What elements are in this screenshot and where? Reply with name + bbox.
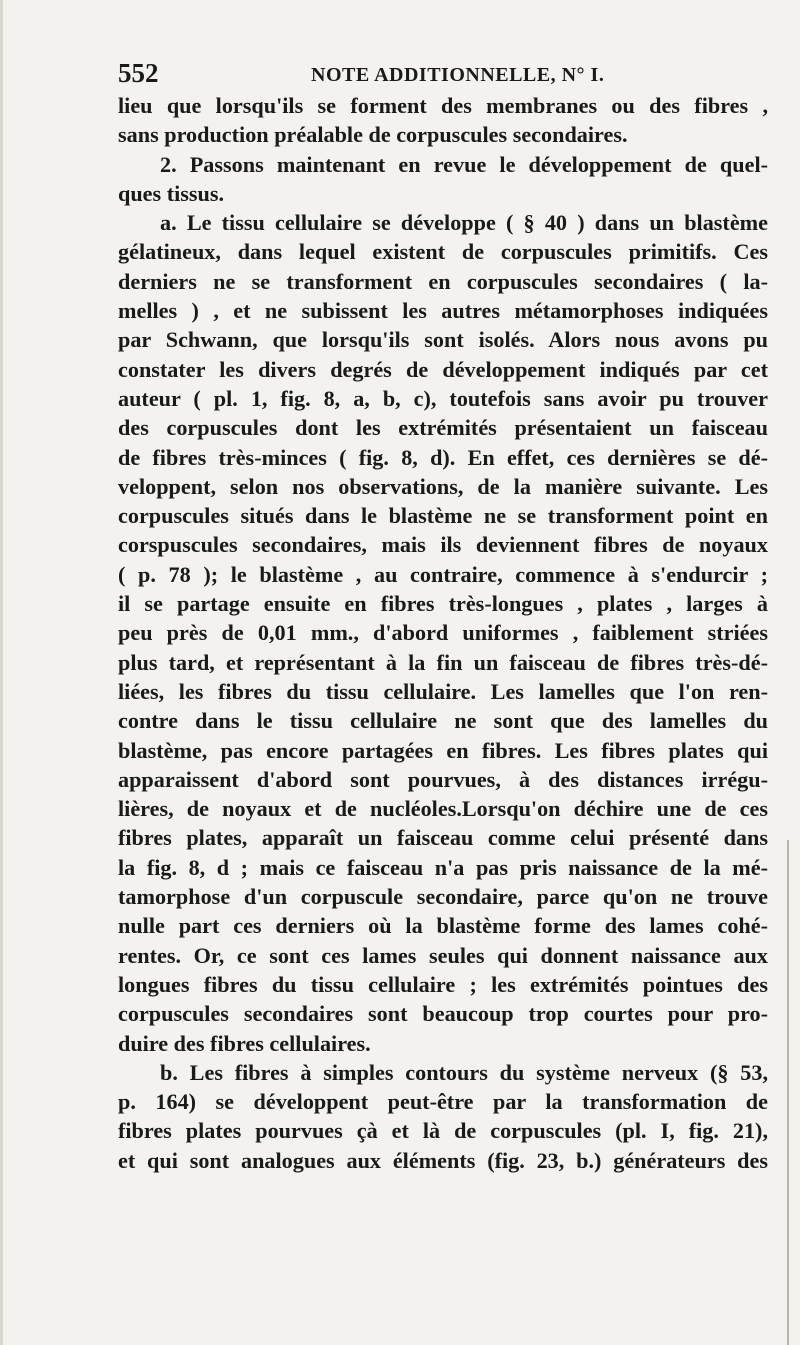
text-line: b. Les fibres à simples contours du système nerveux (§ 53, xyxy=(160,1059,768,1085)
text-line: derniers ne se transforment en corpuscules secondaires ( la- xyxy=(118,268,768,294)
running-title: NOTE ADDITIONNELLE, N° I. xyxy=(311,64,605,86)
text-line: lières, de noyaux et de nucléoles.Lorsqu'on déchire une de ces xyxy=(118,796,768,822)
text-line: de fibres très-minces ( fig. 8, d). En effet, ces dernières se dé- xyxy=(118,444,768,470)
text-line: rentes. Or, ce sont ces lames seules qui donnent naissance aux xyxy=(118,942,768,968)
text-line: corpuscules situés dans le blastème ne se transforment point en xyxy=(118,503,768,529)
text-line: blastème, pas encore partagées en fibres. Les fibres plates qui xyxy=(118,737,768,763)
text-line: plus tard, et représentant à la fin un faisceau de fibres très-dé- xyxy=(118,649,768,675)
text-line: p. 164) se développent peut-être par la transformation de xyxy=(118,1089,768,1115)
text-line: ( p. 78 ); le blastème , au contraire, commence à s'endurcir ; xyxy=(118,561,768,587)
page-header xyxy=(118,58,678,92)
margin-rule xyxy=(787,840,789,1345)
text-line: et qui sont analogues aux éléments (fig. 23, b.) générateurs des xyxy=(118,1147,768,1173)
text-line: veloppent, selon nos observations, de la manière suivante. Les xyxy=(118,473,768,499)
text-line: a. Le tissu cellulaire se développe ( § 40 ) dans un blastème xyxy=(160,210,768,236)
text-line: fibres plates pourvues çà et là de corpuscules (pl. I, fig. 21), xyxy=(118,1118,768,1144)
text-line: liées, les fibres du tissu cellulaire. Les lamelles que l'on ren- xyxy=(118,678,768,704)
text-line: fibres plates, apparaît un faisceau comme celui présenté dans xyxy=(118,825,768,851)
text-line: 2. Passons maintenant en revue le développement de quel- xyxy=(160,151,768,177)
text-line: sans production préalable de corpuscules secondaires. xyxy=(118,122,628,148)
body-text xyxy=(118,91,768,1175)
text-line: corpuscules secondaires sont beaucoup trop courtes pour pro- xyxy=(118,1001,768,1027)
text-line: duire des fibres cellulaires. xyxy=(118,1030,371,1056)
text-line: la fig. 8, d ; mais ce faisceau n'a pas pris naissance de la mé- xyxy=(118,854,768,880)
text-line: par Schwann, que lorsqu'ils sont isolés. Alors nous avons pu xyxy=(118,327,768,353)
text-line: il se partage ensuite en fibres très-longues , plates , larges à xyxy=(118,591,768,617)
text-line: longues fibres du tissu cellulaire ; les extrémités pointues des xyxy=(118,971,768,997)
text-line: lieu que lorsqu'ils se forment des membranes ou des fibres , xyxy=(118,93,768,118)
text-line: nulle part ces derniers où la blastème forme des lames cohé- xyxy=(118,913,768,939)
text-line: apparaissent d'abord sont pourvues, à des distances irrégu- xyxy=(118,766,768,792)
text-line: melles ) , et ne subissent les autres métamorphoses indiquées xyxy=(118,298,768,324)
text-line: gélatineux, dans lequel existent de corpuscules primitifs. Ces xyxy=(118,239,768,265)
text-line: corspuscules secondaires, mais ils deviennent fibres de noyaux xyxy=(118,532,768,558)
page-number: 552 xyxy=(118,58,159,88)
text-line: tamorphose d'un corpuscule secondaire, parce qu'on ne trouve xyxy=(118,884,768,910)
page-edge xyxy=(0,0,3,1345)
text-line: peu près de 0,01 mm., d'abord uniformes , faiblement striées xyxy=(118,620,768,646)
text-line: contre dans le tissu cellulaire ne sont que des lamelles du xyxy=(118,708,768,734)
text-line: des corpuscules dont les extrémités présentaient un faisceau xyxy=(118,415,768,441)
text-line: constater les divers degrés de développement indiqués par cet xyxy=(118,356,768,382)
text-line: auteur ( pl. 1, fig. 8, a, b, c), toutefois sans avoir pu trouver xyxy=(118,385,768,411)
text-line: ques tissus. xyxy=(118,180,225,206)
